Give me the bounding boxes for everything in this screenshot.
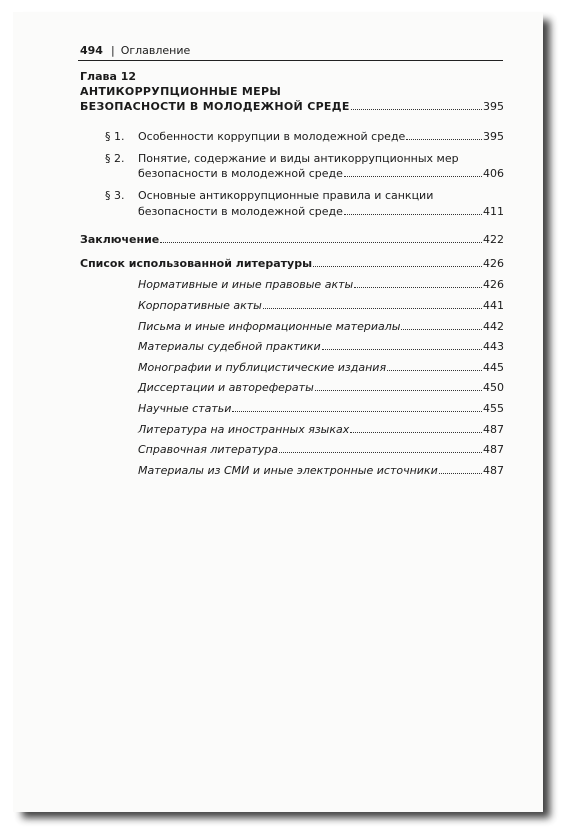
bib-item-page: 443 [483,340,504,353]
bib-item-page: 487 [483,464,504,477]
bib-item-page: 455 [483,402,504,415]
section-3-entry[interactable] [138,205,504,218]
chapter-page: 395 [483,100,504,113]
bib-item-title: Литература на иностранных языках [138,423,350,436]
conclusion-page: 422 [483,233,504,246]
bib-item-title: Корпоративные акты [138,299,262,312]
header-separator: | [110,44,115,57]
section-1-page: 395 [483,130,504,143]
bib-item-page: 442 [483,320,504,333]
bib-item-page: 426 [483,278,504,291]
header-title: Оглавление [120,44,191,57]
bib-item-page: 487 [483,443,504,456]
bib-item-entry[interactable] [138,278,504,291]
bibliography-entry[interactable] [80,257,504,270]
dot-leader [322,340,482,350]
bib-item-entry[interactable] [138,340,504,353]
section-2-entry[interactable] [138,167,504,180]
section-1-entry[interactable] [138,130,504,143]
dot-leader [313,257,482,267]
dot-leader [351,100,482,110]
dot-leader [279,443,482,453]
bibliography-page: 426 [483,257,504,270]
chapter-title-entry[interactable] [80,100,504,113]
bib-item-page: 441 [483,299,504,312]
section-3-title-line1: Основные антикоррупционные правила и санкции [138,189,434,202]
section-3-mark: § 3. [105,189,125,202]
bib-item-title: Диссертации и авторефераты [138,381,314,394]
bib-item-title: Материалы из СМИ и иные электронные источники [138,464,438,477]
bib-item-entry[interactable] [138,402,504,415]
section-2-title-line1: Понятие, содержание и виды антикоррупционных мер [138,152,459,165]
section-2-title-line2: безопасности в молодежной среде [138,167,343,180]
dot-leader [354,278,482,288]
chapter-title-line2: БЕЗОПАСНОСТИ В МОЛОДЕЖНОЙ СРЕДЕ [80,100,350,113]
section-2-page: 406 [483,167,504,180]
dot-leader [406,130,482,140]
section-1-mark: § 1. [105,130,125,143]
dot-leader [232,402,482,412]
bib-item-entry[interactable] [138,423,504,436]
bib-item-title: Научные статьи [138,402,232,415]
bib-item-title: Письма и иные информационные материалы [138,320,401,333]
bib-item-entry[interactable] [138,320,504,333]
section-1-title: Особенности коррупции в молодежной среде [138,130,406,143]
bib-item-entry[interactable] [138,361,504,374]
section-3-title-line2: безопасности в молодежной среде [138,205,343,218]
bib-item-title: Материалы судебной практики [138,340,321,353]
bib-item-entry[interactable] [138,464,504,477]
bib-item-title: Нормативные и иные правовые акты [138,278,354,291]
dot-leader [350,423,482,433]
bib-item-title: Монографии и публицистические издания [138,361,387,374]
bibliography-title: Список использованной литературы [80,257,313,270]
bib-item-entry[interactable] [138,299,504,312]
conclusion-entry[interactable] [80,233,504,246]
page-number: 494 [80,44,103,57]
dot-leader [344,167,482,177]
dot-leader [401,320,482,330]
bib-item-entry[interactable] [138,443,504,456]
chapter-label: Глава 12 [80,70,137,83]
dot-leader [344,205,482,215]
bib-item-page: 487 [483,423,504,436]
bib-item-entry[interactable] [138,381,504,394]
bib-item-page: 450 [483,381,504,394]
bib-item-title: Справочная литература [138,443,279,456]
dot-leader [387,361,482,371]
conclusion-title: Заключение [80,233,160,246]
dot-leader [315,381,482,391]
section-3-page: 411 [483,205,504,218]
chapter-title-line1: АНТИКОРРУПЦИОННЫЕ МЕРЫ [80,85,282,98]
dot-leader [160,233,482,243]
bib-item-page: 445 [483,361,504,374]
section-2-mark: § 2. [105,152,125,165]
dot-leader [263,299,482,309]
dot-leader [439,464,482,474]
